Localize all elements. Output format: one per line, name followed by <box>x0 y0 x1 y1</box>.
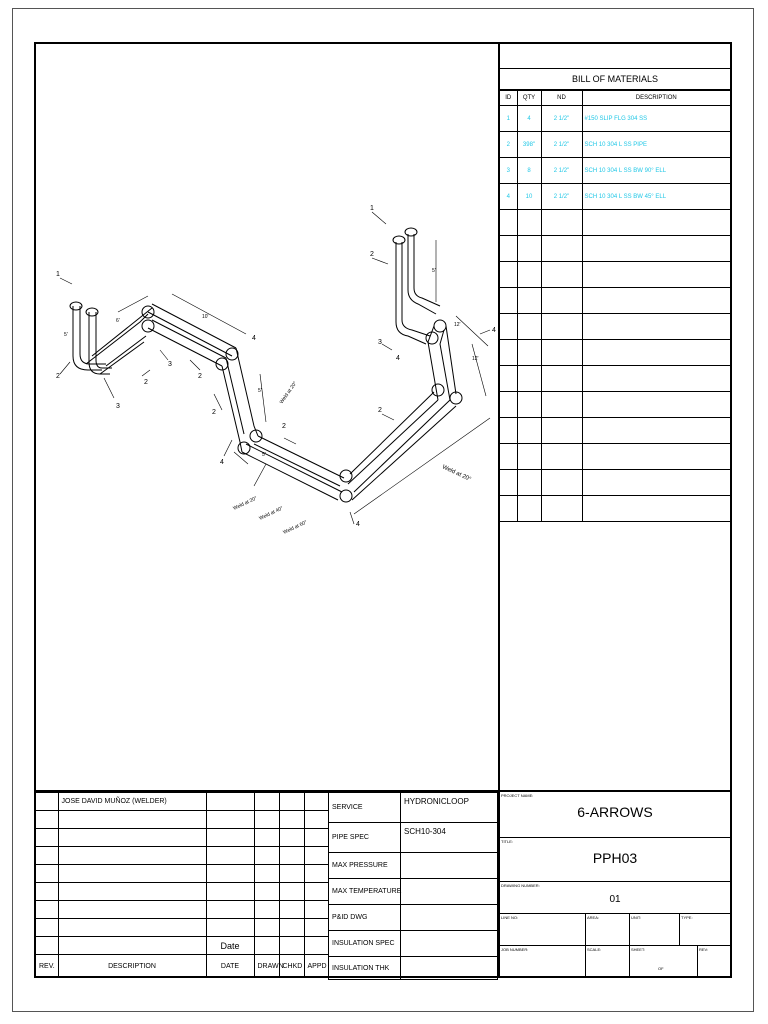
line-no-label: LINE NO: <box>501 915 519 920</box>
svg-text:12': 12' <box>472 356 479 362</box>
spec-block <box>328 790 500 976</box>
of-label: OF <box>658 966 664 971</box>
scale-label: SCALE: <box>587 947 602 952</box>
bom-header-nd: ND <box>541 91 582 106</box>
drawn-header: DRAWN <box>254 955 279 978</box>
callout-label: 1 <box>56 271 60 278</box>
appd-header: APPD <box>304 955 328 978</box>
bom-empty-row <box>500 392 730 418</box>
drawing-title: PPH03 <box>592 850 638 866</box>
bom-empty-row <box>500 340 730 366</box>
title-block <box>500 790 730 976</box>
chkd-header: CHKD <box>279 955 304 978</box>
pipe-segment <box>73 306 102 370</box>
revision-description: JOSE DAVID MUÑOZ (WELDER) <box>58 793 206 811</box>
bom-empty-row <box>500 470 730 496</box>
svg-text:Weld at 20°: Weld at 20° <box>441 464 472 483</box>
svg-text:2: 2 <box>212 409 216 416</box>
unit-label: UNIT: <box>631 915 641 920</box>
svg-text:Weld at 40°: Weld at 40° <box>258 505 285 522</box>
revision-table <box>36 792 329 978</box>
svg-text:2: 2 <box>370 251 374 258</box>
bom-row: 2 398" 2 1/2" SCH 10 304 L SS PIPE <box>500 132 730 158</box>
bom-empty-row <box>500 288 730 314</box>
pipe-spec-value: SCH10-304 <box>401 823 498 853</box>
drawing-number: 01 <box>609 894 621 905</box>
isometric-drawing-area <box>36 44 500 790</box>
svg-text:4: 4 <box>356 521 360 528</box>
bom-empty-row <box>500 366 730 392</box>
svg-text:4: 4 <box>220 459 224 466</box>
svg-text:5': 5' <box>258 388 262 394</box>
max-pressure-label: MAX PRESSURE <box>329 853 401 879</box>
date-label: Date <box>206 937 254 955</box>
svg-text:3: 3 <box>168 361 172 368</box>
svg-text:6': 6' <box>116 318 120 324</box>
service-label: SERVICE <box>329 793 401 823</box>
project-name-label: PROJECT NAME: <box>501 793 534 798</box>
sheet-label: SHEET: <box>631 947 646 952</box>
title-row <box>500 838 730 882</box>
svg-text:4: 4 <box>492 327 496 334</box>
isometric-pipe-drawing <box>36 44 498 790</box>
svg-text:Weld at 60°: Weld at 60° <box>282 519 309 536</box>
project-name-row <box>500 792 730 838</box>
svg-text:2: 2 <box>378 407 382 414</box>
spec-table <box>328 792 498 980</box>
drawing-sheet <box>34 42 732 978</box>
service-value: HYDRONICLOOP <box>401 793 498 823</box>
svg-text:2: 2 <box>282 423 286 430</box>
drawing-number-row <box>500 882 730 914</box>
bom-empty-row <box>500 496 730 522</box>
svg-text:10': 10' <box>202 314 209 320</box>
bom-empty-row <box>500 210 730 236</box>
svg-text:2: 2 <box>144 379 148 386</box>
bom-title: BILL OF MATERIALS <box>500 69 730 90</box>
bom-empty-row <box>500 236 730 262</box>
bom-row: 1 4 2 1/2" #150 SLIP FLG 304 SS <box>500 106 730 132</box>
insulation-thk-label: INSULATION THK <box>329 957 401 980</box>
bom-header-description: DESCRIPTION <box>582 91 730 106</box>
svg-text:3: 3 <box>378 339 382 346</box>
svg-text:4: 4 <box>396 355 400 362</box>
bom-table <box>500 90 730 522</box>
weld-note: Weld at 20° <box>278 380 299 406</box>
pid-label: P&ID DWG <box>329 905 401 931</box>
pipe-spec-label: PIPE SPEC <box>329 823 401 853</box>
bom-empty-row <box>500 314 730 340</box>
bom-header-id: ID <box>500 91 517 106</box>
svg-text:2: 2 <box>198 373 202 380</box>
area-label: AREA: <box>587 915 600 920</box>
bom-empty-row <box>500 262 730 288</box>
date-header: DATE <box>206 955 254 978</box>
title-label: TITLE: <box>501 839 514 844</box>
bom-row: 3 8 2 1/2" SCH 10 304 L SS BW 90° ELL <box>500 158 730 184</box>
svg-text:12': 12' <box>454 322 461 328</box>
job-number-label: JOB NUMBER: <box>501 947 529 952</box>
bom-header-qty: QTY <box>517 91 541 106</box>
svg-text:5': 5' <box>432 268 436 274</box>
svg-text:5': 5' <box>262 452 266 458</box>
bom-empty-row <box>500 444 730 470</box>
rev-header: REV. <box>36 955 58 978</box>
bom-empty-row <box>500 418 730 444</box>
bill-of-materials <box>500 44 730 522</box>
svg-text:2: 2 <box>56 373 60 380</box>
svg-text:3: 3 <box>116 403 120 410</box>
svg-text:5': 5' <box>64 332 68 338</box>
type-label: TYPE: <box>681 915 693 920</box>
svg-text:1: 1 <box>370 205 374 212</box>
drawing-number-label: DRAWING NUMBER: <box>501 883 540 888</box>
revision-block <box>36 790 328 976</box>
bom-row: 4 10 2 1/2" SCH 10 304 L SS BW 45° ELL <box>500 184 730 210</box>
svg-text:4: 4 <box>252 335 256 342</box>
description-header: DESCRIPTION <box>58 955 206 978</box>
project-name: 6-ARROWS <box>577 804 653 820</box>
max-temperature-label: MAX TEMPERATURE <box>329 879 401 905</box>
svg-text:Weld at 20°: Weld at 20° <box>232 495 259 512</box>
insulation-spec-label: INSULATION SPEC <box>329 931 401 957</box>
rev-label: REV: <box>699 947 709 952</box>
